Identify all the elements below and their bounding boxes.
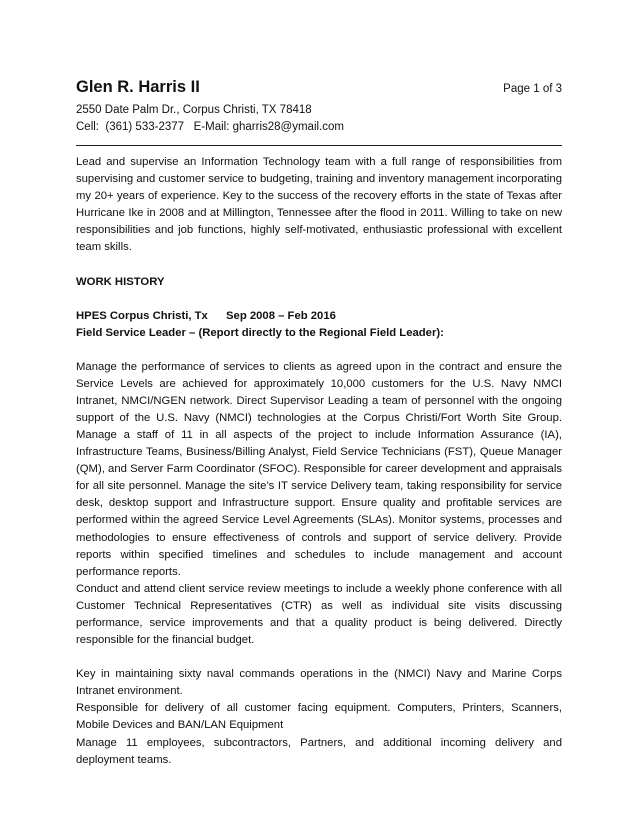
- work-history-heading: WORK HISTORY: [76, 275, 165, 288]
- job-title: Field Service Leader – (Report directly to the Regional Field Leader):: [76, 326, 444, 339]
- header-divider: [76, 145, 562, 146]
- candidate-name: Glen R. Harris II: [76, 78, 200, 96]
- job-duties-paragraph: Manage 11 employees, subcontractors, Partners, and additional incoming delivery and deployment teams.: [76, 736, 562, 766]
- job-duties-paragraph: Key in maintaining sixty naval commands operations in the (NMCI) Navy and Marine Corps Intranet environment.: [76, 668, 562, 698]
- header-row: [76, 78, 562, 97]
- job-header: [76, 308, 562, 325]
- summary-paragraph: Lead and supervise an Information Technology team with a full range of responsibilities from supervising and customer service to budgeting, training and inventory management incorporating my 20+ years of experience. Key to the success of the recovery efforts in the state of Texas after Hurricane Ike in 2008 and at Millington, Tennessee after the flood in 2011. Willing to take on new responsibilities and job functions, highly self-motivated, enthusiastic professional with excellent team skills.: [76, 156, 562, 254]
- job-dates: Sep 2008 – Feb 2016: [226, 309, 336, 322]
- contact-line: Cell: (361) 533-2377 E-Mail: gharris28@ymail.com: [76, 121, 344, 133]
- job-company: HPES Corpus Christi, Tx: [76, 309, 208, 322]
- job-duties-paragraph: Manage the performance of services to clients as agreed upon in the contract and ensure the Service Levels are achieved for approximately 10,000 customers for the U.S. Navy NMCI Intranet, NMCI/NGEN network. Direct Supervisor Leading a team of personnel with the ongoing support of the U.S. Navy (NMCI) technologies at the Corpus Christi/Fort Worth Site Group. Manage a staff of 11 in all aspects of the project to include Information Assurance (IA), Infrastructure Teams, Business/Billing Analyst, Field Service Technicians (FST), Queue Manager (QM), and Server Farm Coordinator (SFOC). Responsible for career development and appraisals for all site personnel. Manage the site’s IT service Delivery team, taking responsibility for service desk, desktop support and Infrastructure support. Ensure quality and profitable services are performed within the agreed Service Level Agreements (SLAs). Monitor systems, processes and methodologies to ensure effectiveness of controls and support of service delivery. Provide reports within specified timelines and schedules to include management and account performance reports.: [76, 360, 562, 578]
- resume-page: [76, 78, 562, 769]
- page-number: Page 1 of 3: [503, 83, 562, 95]
- job-duties-paragraph: Responsible for delivery of all customer facing equipment. Computers, Printers, Scanners, Mobile Devices and BAN/LAN Equipment: [76, 702, 562, 732]
- job-duties-paragraph: Conduct and attend client service review meetings to include a weekly phone conference with all Customer Technical Representatives (CTR) as well as individual site visits discussing performance, service improvements and that a quality product is being delivered. Directly responsible for the financial budget.: [76, 582, 562, 647]
- address-line: 2550 Date Palm Dr., Corpus Christi, TX 78418: [76, 104, 312, 116]
